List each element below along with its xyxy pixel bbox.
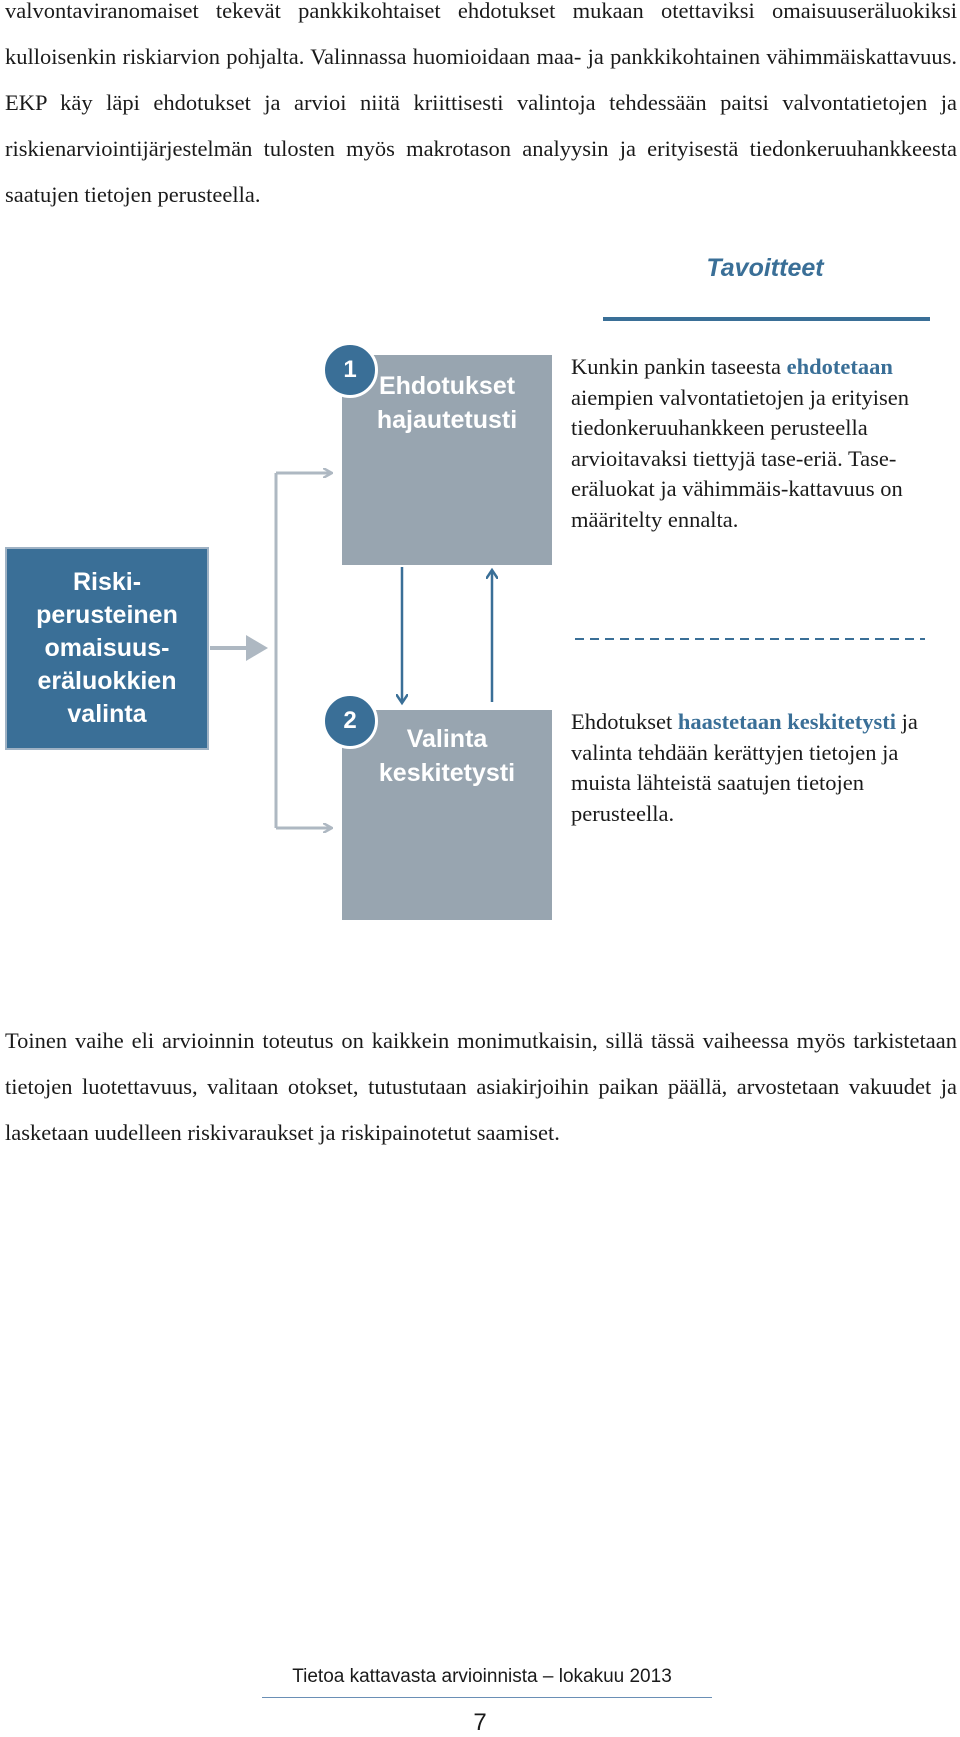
step-2-description — [571, 707, 931, 829]
risk-based-selection-label: Riski- perusteinen omaisuus- eräluokkien valinta — [36, 568, 178, 728]
step-2-desc-before: Ehdotukset — [571, 709, 678, 734]
body-paragraph-2: Toinen vaihe eli arvioinnin toteutus on kaikkein monimutkaisin, sillä tässä vaiheessa myös tarkistetaan tietojen luotettavuus, valitaan otokset, tutustutaan asiakirjoihin paikan päällä, arvostetaan vakuudet ja lasketaan uudelleen riskivaraukset ja riskipainotetut saamiset. — [5, 1028, 957, 1145]
body-paragraph-1: valvontaviranomaiset tekevät pankkikohtaiset ehdotukset mukaan otettaviksi omaisuuseräluokiksi kulloisenkin riskiarvion pohjalta. Valinnassa huomioidaan maa- ja pankkikohtainen vähimmäiskattavuus. EKP käy läpi ehdotukset ja arvioi niitä kriittisesti valintoja tehdessään paitsi valvontatietojen ja riskienarviointijärjestelmän tulosten myös makrotason analyysin ja erityisestä tiedonkeruuhankkeesta saatujen tietojen perusteella. — [5, 0, 957, 207]
left-connector-arrowhead — [246, 635, 268, 661]
step-1-desc-after: aiempien valvontatietojen ja erityisen tiedonkeruuhankkeen perusteella arvioitavaksi tiettyjä tase-eriä. Tase-eräluokat ja vähimmäis-kattavuus on määritelty ennalta. — [571, 384, 910, 532]
step-1-desc-highlight: ehdotetaan — [786, 354, 893, 379]
step-1-number-badge: 1 — [322, 342, 378, 398]
step-2-box — [342, 710, 552, 920]
step-1-desc-before: Kunkin pankin taseesta — [571, 354, 787, 379]
step-2-number-badge: 2 — [322, 693, 378, 749]
step-1-box — [342, 355, 552, 565]
risk-based-selection-box — [5, 547, 209, 750]
step-2-desc-highlight: haastetaan keskitetysti — [677, 709, 896, 734]
step-2-label: Valinta keskitetysti — [378, 725, 516, 787]
goals-title: Tavoitteet — [706, 254, 824, 282]
footer-title: Tietoa kattavasta arvioinnista – lokakuu 2013 — [292, 1666, 672, 1687]
page-number: 7 — [473, 1709, 487, 1736]
step-1-description — [571, 352, 931, 535]
selection-diagram — [0, 230, 960, 950]
step-2-desc-after: ja valinta tehdään kerättyjen tietojen ja muista lähteistä saatujen tietojen perusteella. — [571, 709, 918, 826]
footer-rule — [262, 1697, 712, 1698]
step-1-label: Ehdotukset hajautetusti — [376, 372, 518, 434]
